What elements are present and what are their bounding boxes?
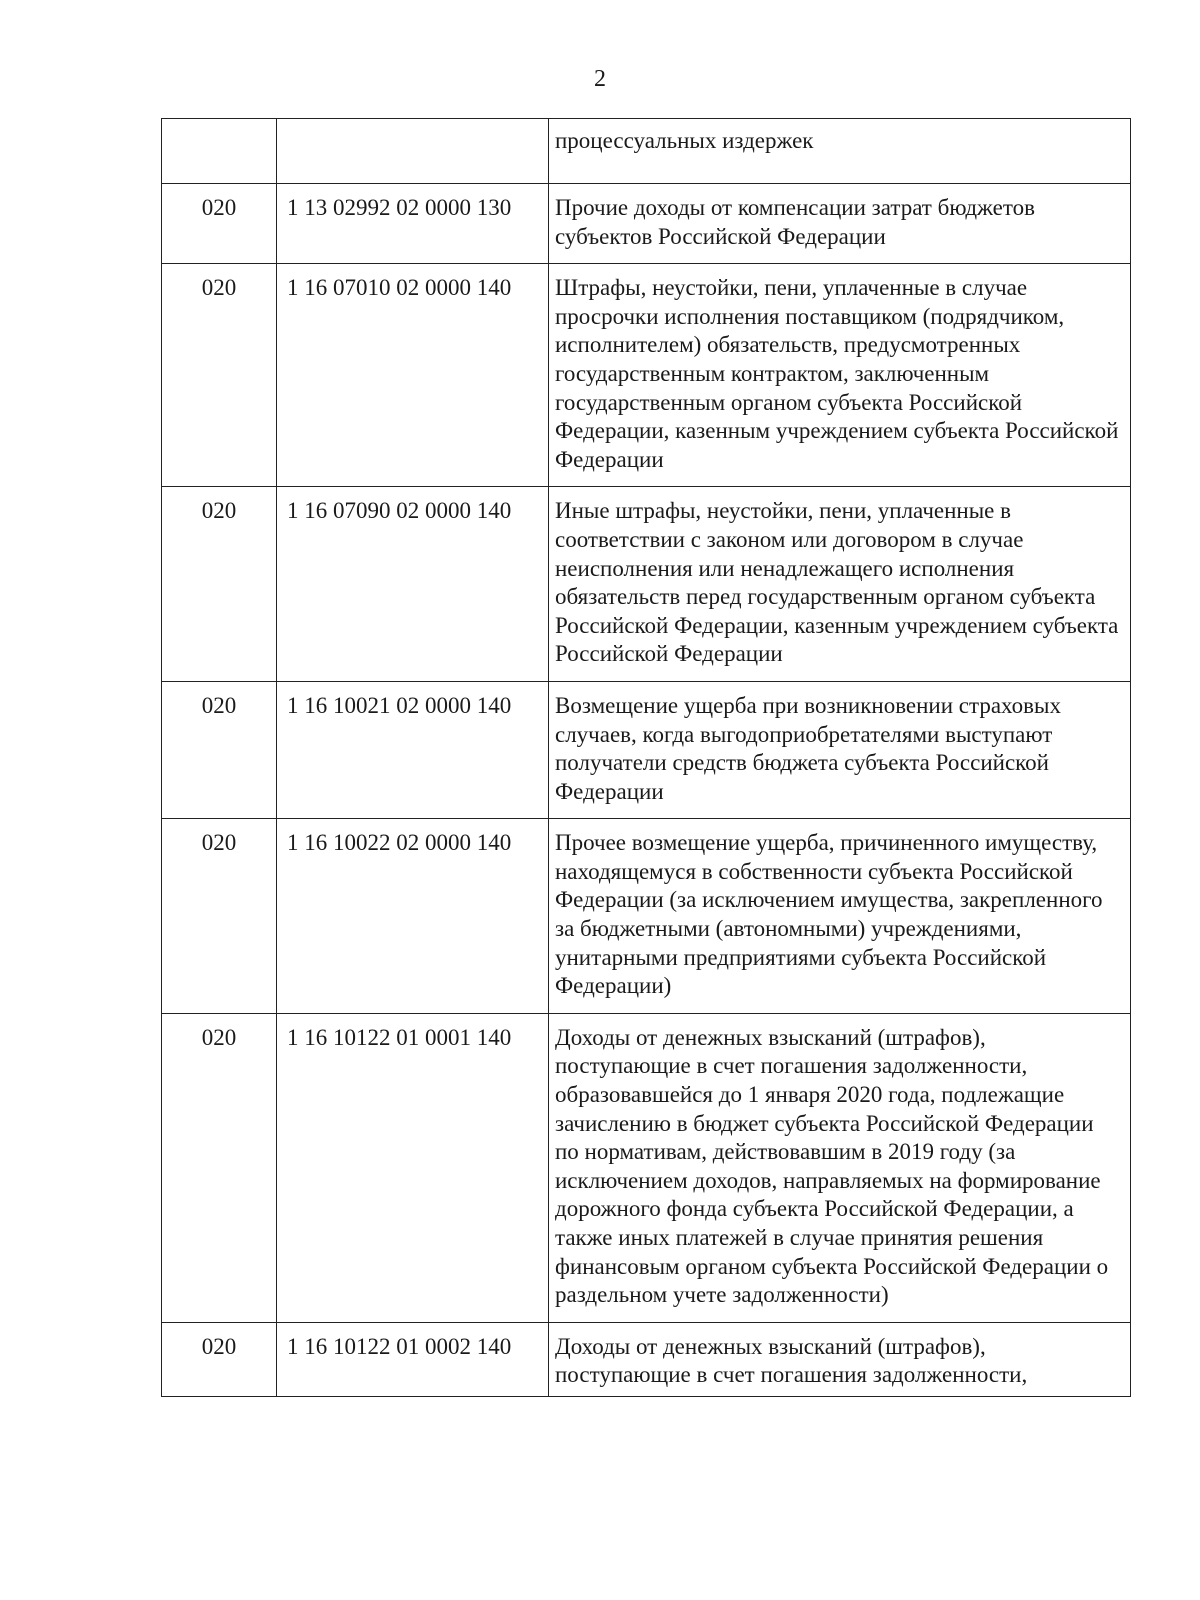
description-cell: Возмещение ущерба при возникновении страховых случаев, когда выгодоприобретателями выступают получатели средств бюджета субъекта Российской Федерации [549,681,1131,818]
admin-code-cell [162,119,277,184]
budget-code-cell [277,119,549,184]
description-cell: Штрафы, неустойки, пени, уплаченные в случае просрочки исполнения поставщиком (подрядчиком, исполнителем) обязательств, предусмотренных государственным контрактом, заключенным государственным органом субъекта Российской Федерации, казенным учреждением субъекта Российской Федерации [549,264,1131,487]
budget-code-cell: 1 16 10122 01 0002 140 [277,1322,549,1396]
revenue-codes-table [161,118,1131,1397]
description-cell: Доходы от денежных взысканий (штрафов), поступающие в счет погашения задолженности, [549,1322,1131,1396]
table-row [162,487,1131,682]
budget-code-cell: 1 16 10122 01 0001 140 [277,1013,549,1322]
admin-code-cell: 020 [162,1322,277,1396]
admin-code-cell: 020 [162,819,277,1014]
table-row [162,819,1131,1014]
description-cell: Доходы от денежных взысканий (штрафов), поступающие в счет погашения задолженности, образовавшейся до 1 января 2020 года, подлежащие зачислению в бюджет субъекта Российской Федерации по нормативам, действовавшим в 2019 году (за исключением доходов, направляемых на формирование дорожного фонда субъекта Российской Федерации, а также иных платежей в случае принятия решения финансовым органом субъекта Российской Федерации о раздельном учете задолженности) [549,1013,1131,1322]
description-cell: Иные штрафы, неустойки, пени, уплаченные в соответствии с законом или договором в случае неисполнения или ненадлежащего исполнения обязательств перед государственным органом субъекта Российской Федерации, казенным учреждением субъекта Российской Федерации [549,487,1131,682]
table-row [162,264,1131,487]
description-cell: Прочие доходы от компенсации затрат бюджетов субъектов Российской Федерации [549,184,1131,264]
page-number: 2 [594,66,606,92]
admin-code-cell: 020 [162,184,277,264]
budget-code-cell: 1 16 10022 02 0000 140 [277,819,549,1014]
admin-code-cell: 020 [162,1013,277,1322]
budget-code-cell: 1 13 02992 02 0000 130 [277,184,549,264]
table-row [162,184,1131,264]
description-cell: процессуальных издержек [549,119,1131,184]
table-row [162,1322,1131,1396]
description-cell: Прочее возмещение ущерба, причиненного имуществу, находящемуся в собственности субъекта Российской Федерации (за исключением имущества, закрепленного за бюджетными (автономными) учреждениями, унитарными предприятиями субъекта Российской Федерации) [549,819,1131,1014]
budget-code-cell: 1 16 07090 02 0000 140 [277,487,549,682]
table-row [162,1013,1131,1322]
admin-code-cell: 020 [162,487,277,682]
admin-code-cell: 020 [162,264,277,487]
admin-code-cell: 020 [162,681,277,818]
budget-code-cell: 1 16 10021 02 0000 140 [277,681,549,818]
budget-code-cell: 1 16 07010 02 0000 140 [277,264,549,487]
table-row [162,119,1131,184]
table-row [162,681,1131,818]
